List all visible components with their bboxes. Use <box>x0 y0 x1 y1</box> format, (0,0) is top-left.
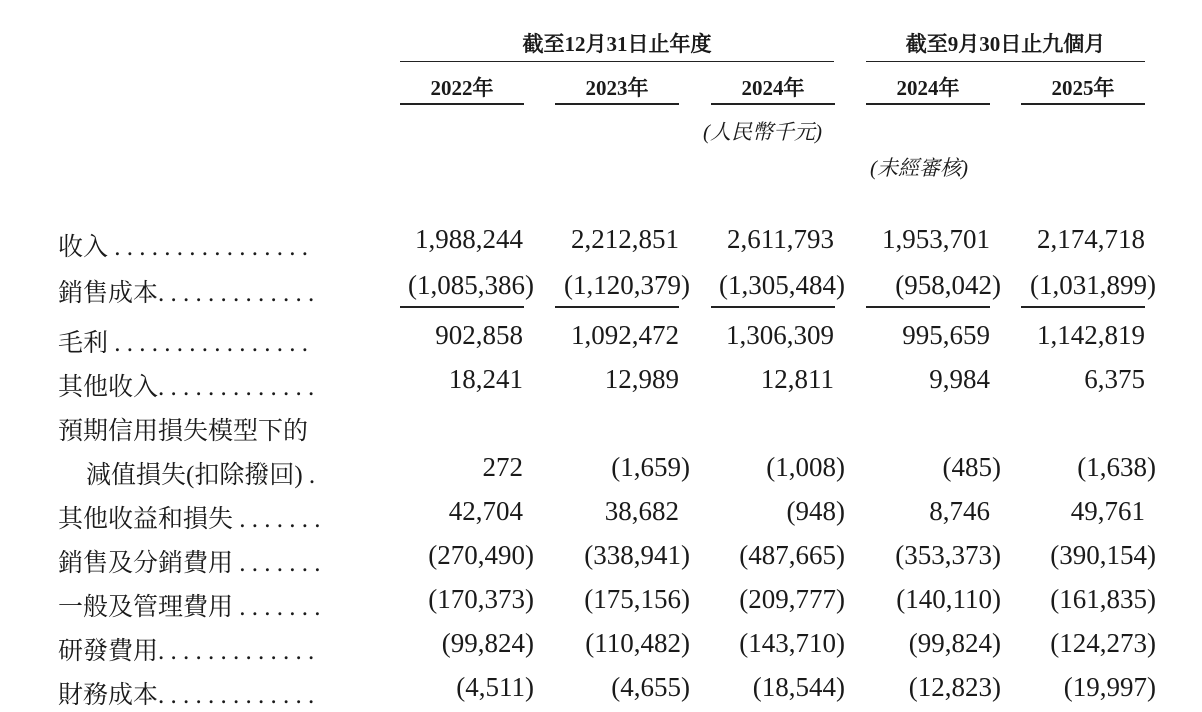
row-label: 毛利 . . . . . . . . . . . . . . . . <box>58 330 309 357</box>
table-cell: 1,306,309 <box>726 320 834 350</box>
row-label: 其他收益和損失 . . . . . . . <box>58 506 321 533</box>
currency-note: (人民幣千元) <box>703 120 822 144</box>
table-cell: 1,988,244 <box>415 224 523 254</box>
table-cell: (485) <box>942 452 1001 482</box>
subtotal-underline <box>555 306 679 308</box>
table-cell: 42,704 <box>448 496 523 526</box>
table-cell: 38,682 <box>604 496 679 526</box>
table-cell: (19,997) <box>1063 672 1156 702</box>
table-cell: (12,823) <box>908 672 1001 702</box>
year-header-2022: 2022年 <box>430 76 494 100</box>
row-label: 一般及管理費用 . . . . . . . <box>58 594 321 621</box>
table-cell: (338,941) <box>584 540 690 570</box>
table-cell: 49,761 <box>1070 496 1145 526</box>
subtotal-underline <box>400 306 524 308</box>
year-header-2023: 2023年 <box>585 76 649 100</box>
table-cell: (4,511) <box>456 672 534 702</box>
subtotal-underline <box>1021 306 1145 308</box>
table-cell: 12,989 <box>604 364 679 394</box>
table-cell: (487,665) <box>739 540 845 570</box>
table-cell: (270,490) <box>428 540 534 570</box>
table-cell: (99,824) <box>441 628 534 658</box>
year-header-2024-nine-months: 2024年 <box>896 76 960 100</box>
table-cell: (170,373) <box>428 584 534 614</box>
table-cell: 9,984 <box>929 364 990 394</box>
table-cell: (124,273) <box>1050 628 1156 658</box>
row-label: 財務成本. . . . . . . . . . . . . <box>58 682 315 709</box>
table-cell: (161,835) <box>1050 584 1156 614</box>
subtotal-underline <box>711 306 835 308</box>
table-cell: (4,655) <box>611 672 690 702</box>
table-cell: 2,611,793 <box>727 224 834 254</box>
table-cell: 12,811 <box>760 364 834 394</box>
table-cell: (1,031,899) <box>1030 270 1156 300</box>
row-label: 研發費用. . . . . . . . . . . . . <box>58 638 315 665</box>
table-cell: 18,241 <box>448 364 523 394</box>
table-cell: (948) <box>786 496 845 526</box>
table-cell: (1,659) <box>611 452 690 482</box>
row-label: 其他收入. . . . . . . . . . . . . <box>58 374 315 401</box>
row-label: 減值損失(扣除撥回) . <box>86 462 316 489</box>
row-label: 收入 . . . . . . . . . . . . . . . . <box>58 234 309 261</box>
table-cell: (175,156) <box>584 584 690 614</box>
table-cell: (958,042) <box>895 270 1001 300</box>
table-cell: (110,482) <box>585 628 690 658</box>
group-header-nine-months: 截至9月30日止九個月 <box>905 32 1106 56</box>
table-cell: (209,777) <box>739 584 845 614</box>
group-divider <box>866 61 1145 62</box>
table-cell: 272 <box>482 452 523 482</box>
table-cell: (390,154) <box>1050 540 1156 570</box>
table-cell: 8,746 <box>929 496 990 526</box>
table-cell: (18,544) <box>752 672 845 702</box>
year-underline <box>711 103 835 105</box>
table-cell: 1,092,472 <box>571 320 679 350</box>
table-cell: (1,008) <box>766 452 845 482</box>
table-cell: (143,710) <box>739 628 845 658</box>
year-underline <box>866 103 990 105</box>
year-underline <box>1021 103 1145 105</box>
table-cell: (1,085,386) <box>408 270 534 300</box>
table-cell: 2,212,851 <box>571 224 679 254</box>
unaudited-note: (未經審核) <box>870 156 968 180</box>
row-label: 銷售成本. . . . . . . . . . . . . <box>58 280 315 307</box>
group-divider <box>400 61 834 62</box>
table-cell: 2,174,718 <box>1037 224 1145 254</box>
year-header-2025-nine-months: 2025年 <box>1051 76 1115 100</box>
group-header-full-year: 截至12月31日止年度 <box>522 32 712 56</box>
table-cell: (1,305,484) <box>719 270 845 300</box>
table-cell: (1,638) <box>1077 452 1156 482</box>
table-cell: 1,142,819 <box>1037 320 1145 350</box>
year-underline <box>400 103 524 105</box>
year-header-2024: 2024年 <box>741 76 805 100</box>
table-cell: (353,373) <box>895 540 1001 570</box>
row-label: 銷售及分銷費用 . . . . . . . <box>58 550 321 577</box>
table-cell: 1,953,701 <box>882 224 990 254</box>
year-underline <box>555 103 679 105</box>
table-cell: 6,375 <box>1084 364 1145 394</box>
table-cell: (1,120,379) <box>564 270 690 300</box>
table-cell: 995,659 <box>902 320 990 350</box>
table-cell: (140,110) <box>896 584 1001 614</box>
table-cell: 902,858 <box>435 320 523 350</box>
table-cell: (99,824) <box>908 628 1001 658</box>
subtotal-underline <box>866 306 990 308</box>
row-label: 預期信用損失模型下的 <box>58 418 309 445</box>
